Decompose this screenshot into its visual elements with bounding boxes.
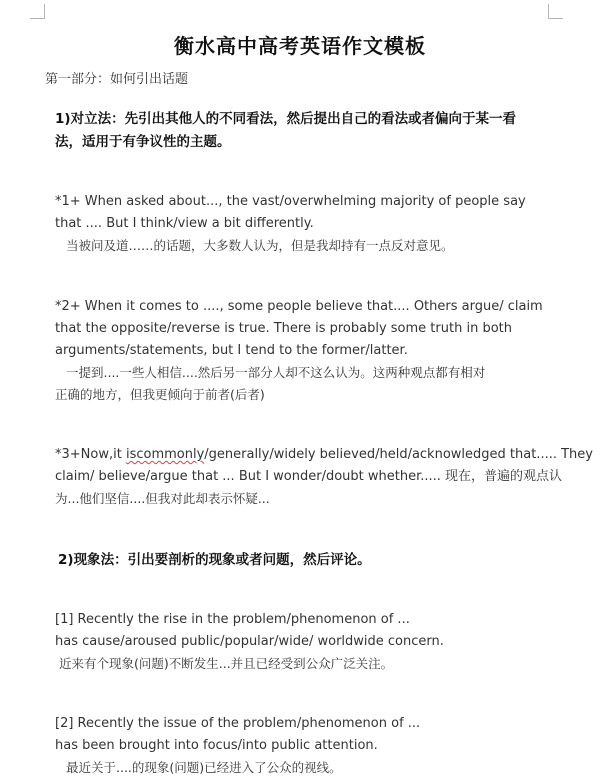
spellcheck-word: iscommonly: [125, 447, 205, 462]
item1-line1: *1+ When asked about..., the vast/overwhelming majority of people say: [55, 194, 526, 209]
document-title: 衡水高中高考英语作文模板: [174, 34, 426, 58]
item1-line3: 当被问及道……的话题，大多数人认为，但是我却持有一点反对意见。: [66, 238, 454, 253]
part-label: 第一部分：如何引出话题: [45, 72, 189, 87]
item2-line4: 一提到....一些人相信....然后另一部分人却不这么认为。这两种观点都有相对: [66, 365, 486, 380]
item2-line1: *2+ When it comes to ...., some people believe that.... Others argue/ claim: [55, 299, 543, 314]
item2-line2: that the opposite/reverse is true. There is probably some truth in both: [55, 321, 512, 336]
crop-mark-top-right: [548, 4, 563, 19]
item3-line3: 为...他们坚信....但我对此却表示怀疑...: [55, 491, 270, 506]
item2-line3: arguments/statements, but I tend to the former/latter.: [55, 343, 408, 358]
item2-line5: 正确的地方，但我更倾向于前者(后者): [55, 387, 265, 402]
s2-item2-line1: [2] Recently the issue of the problem/phenomenon of ...: [55, 716, 421, 731]
item3-line1: [55, 444, 593, 466]
item3-line1-c: /generally/widely believed/held/acknowledged that..... They: [204, 447, 593, 462]
s2-item2-line2: has been brought into focus/into public attention.: [55, 738, 378, 753]
s2-item1-line1: [1] Recently the rise in the problem/phenomenon of ...: [55, 612, 410, 627]
item1-line2: that .... But I think/view a bit differently.: [55, 216, 314, 231]
section2-heading: 2)现象法：引出要剖析的现象或者问题，然后评论。: [58, 552, 371, 568]
s2-item1-line3: 近来有个现象(问题)不断发生...并且已经受到公众广泛关注。: [59, 656, 394, 671]
item3-line2: claim/ believe/argue that ... But I wonder/doubt whether..... 现在，普遍的观点认: [55, 469, 563, 484]
section1-heading-line1: 1)对立法：先引出其他人的不同看法，然后提出自己的看法或者偏向于某一看: [55, 111, 517, 127]
section1-heading-line2: 法，适用于有争议性的主题。: [55, 134, 231, 150]
s2-item2-line3: 最近关于....的现象(问题)已经进入了公众的视线。: [66, 760, 342, 775]
crop-mark-top-left: [30, 4, 45, 19]
item3-line1-a: *3+Now,it: [55, 447, 126, 462]
s2-item1-line2: has cause/aroused public/popular/wide/ worldwide concern.: [55, 634, 444, 649]
